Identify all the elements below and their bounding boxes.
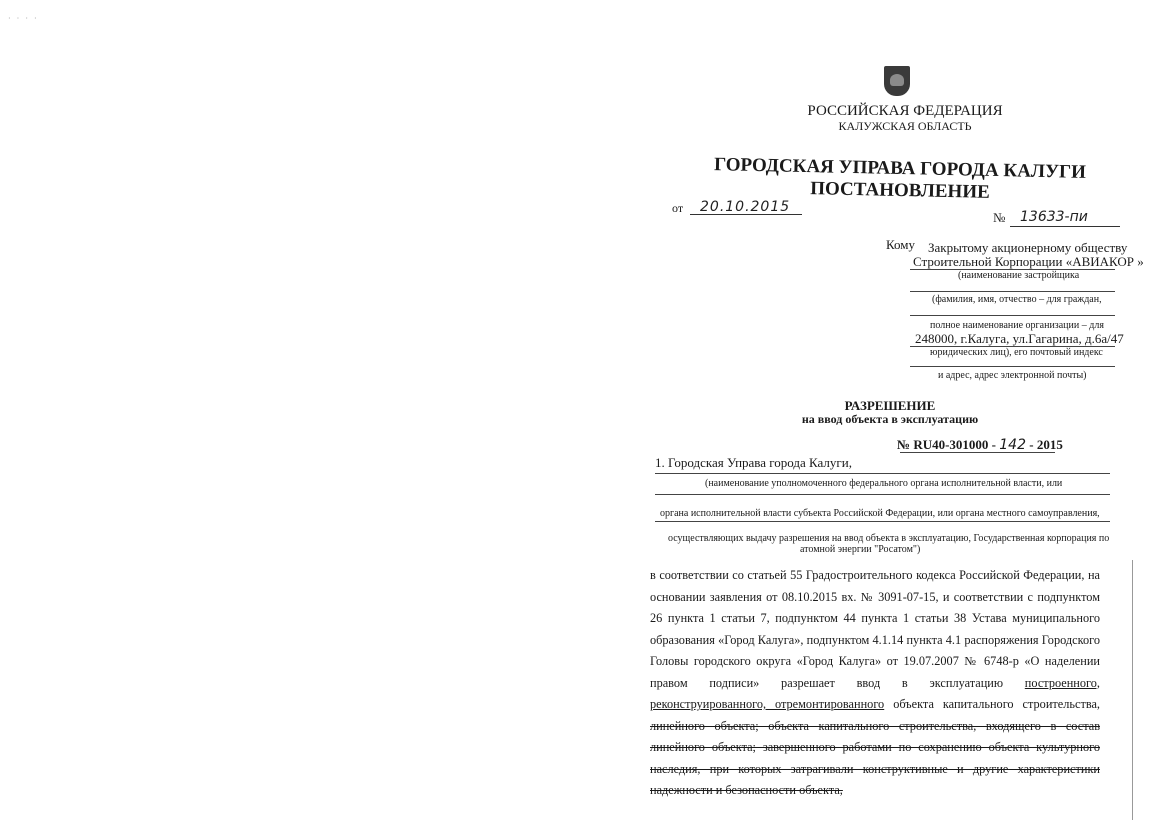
permit-number — [897, 437, 1063, 453]
body-underlined-option: построенного, — [1024, 675, 1100, 690]
country-name: РОССИЙСКАЯ ФЕДЕРАЦИЯ — [807, 103, 1003, 119]
permit-number-suffix: - 2015 — [1029, 437, 1063, 452]
section-1-hint-1: (наименование уполномоченного федерального органа исполнительной власти, или — [705, 478, 1063, 489]
rule-3 — [910, 366, 1115, 367]
permit-body-paragraph — [650, 565, 1100, 802]
addressee-label: Кому — [886, 237, 916, 252]
body-text-part-2: объекта капитального строительства, — [884, 697, 1100, 711]
addressee-hint-3: полное наименование организации – для — [930, 320, 1104, 331]
scan-noise: · · · · — [8, 14, 39, 23]
section-1-line: 1. Городская Управа города Калуги, — [655, 455, 852, 470]
permit-number-underline — [900, 452, 1055, 453]
permit-number-prefix: № RU40-301000 - — [897, 437, 996, 452]
date-label: от — [672, 201, 684, 215]
handwritten-date: 20.10.2015 — [700, 199, 791, 215]
body-struck-option-2: линейного объекта; объекта капитального строительства, входящего в состав линейного объекта; завершенного работами по сохранению объекта культурного наследия, при которых затрагивали конструктивные и другие характеристики надежности и безопасности объекта, — [650, 718, 1100, 797]
rule-1 — [910, 291, 1115, 292]
document-type-title: ПОСТАНОВЛЕНИЕ — [810, 178, 990, 203]
section-1-underline — [655, 473, 1110, 474]
addressee-line-1: Закрытому акционерному обществу — [928, 240, 1128, 255]
number-underline — [1010, 226, 1120, 227]
permit-number-handwritten: 142 — [999, 437, 1026, 453]
rule-2 — [910, 315, 1115, 316]
addressee-hint-2: (фамилия, имя, отчество – для граждан, — [932, 294, 1102, 305]
addressee-hint-4: юридических лиц), его почтовый индекс — [930, 347, 1103, 358]
number-label: № — [993, 210, 1006, 225]
addressee-hint-5: и адрес, адрес электронной почты) — [938, 370, 1087, 381]
rule-4 — [655, 494, 1110, 495]
handwritten-number: 13633-пи — [1020, 209, 1088, 225]
body-struck-option-1: реконструированного, отремонтированного — [650, 697, 885, 711]
authority-title: ГОРОДСКАЯ УПРАВА ГОРОДА КАЛУГИ — [713, 154, 1087, 183]
addressee-line-2: Строительной Корпорации «АВИАКОР » — [913, 254, 1144, 269]
addressee-hint-1: (наименование застройщика — [958, 270, 1080, 281]
region-name: КАЛУЖСКАЯ ОБЛАСТЬ — [838, 119, 972, 133]
section-1-hint-4: атомной энергии "Росатом") — [800, 544, 921, 555]
coat-of-arms-emblem — [884, 66, 910, 96]
permit-subtitle: на ввод объекта в эксплуатацию — [801, 412, 979, 426]
addressee-address: 248000, г.Калуга, ул.Гагарина, д.6а/47 — [915, 331, 1124, 346]
section-1-hint-2: органа исполнительной власти субъекта Российской Федерации, или органа местного самоуправления, — [660, 508, 1100, 519]
permit-title: РАЗРЕШЕНИЕ — [844, 398, 936, 413]
body-text-part-1: в соответствии со статьей 55 Градостроительного кодекса Российской Федерации, на основании заявления от 08.10.2015 вх. № 3091-07-15, и соответствии с подпунктом 26 пункта 1 статьи 7, подпунктом 44 пункта 1 статьи 38 Устава муниципального образования «Город Калуга», подпунктом 4.1.14 пункта 4.1 распоряжения Городского Головы городского округа «Город Калуга» от 19.07.2007 № 6748-р «О наделении правом подписи» разрешает ввод в эксплуатацию — [650, 568, 1100, 690]
page-edge-line — [1132, 560, 1133, 820]
section-1-hint-3: осуществляющих выдачу разрешения на ввод объекта в эксплуатацию, Государственная корпорация по — [668, 533, 1110, 544]
rule-5 — [655, 521, 1110, 522]
